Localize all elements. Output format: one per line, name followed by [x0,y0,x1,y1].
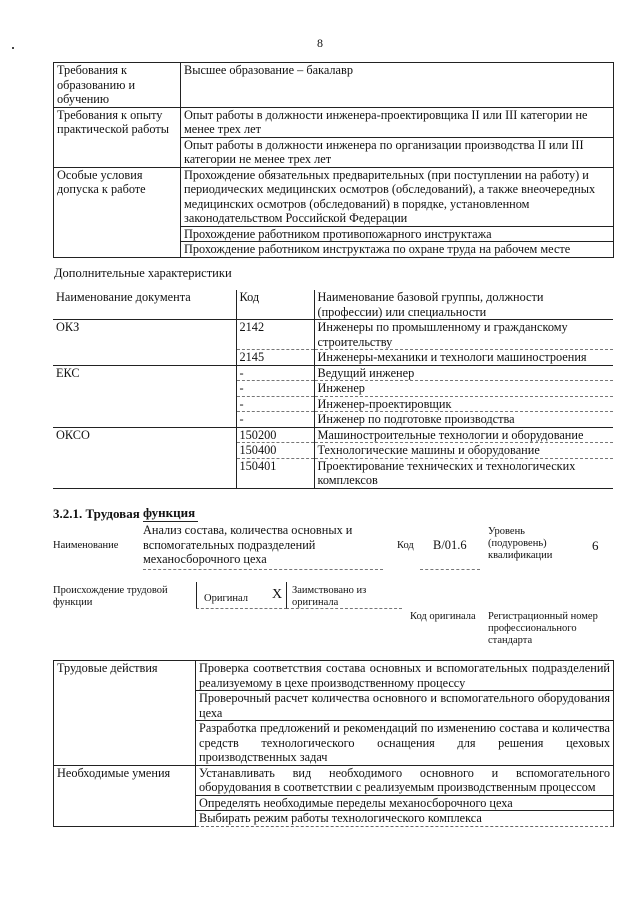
table-row [53,443,613,459]
code-cell: 150200 [236,427,314,443]
doc-cell [53,412,236,428]
doc-cell [53,458,236,488]
qualification-level-label: Уровень (подуровень) квалификации [488,526,553,561]
action-value: Проверка соответствия состава основных и вспомогательных подразделений реализуемому в цехе производственному процессу [196,661,614,691]
requirements-table [53,62,614,258]
registration-number-label: Регистрационный номер профессионального стандарта [488,611,598,646]
name-cell: Машиностроительные технологии и оборудование [314,427,613,443]
table-row [53,412,613,428]
qualification-level: 6 [592,538,599,553]
action-label: Трудовые действия [54,661,196,766]
code-cell: - [236,381,314,397]
table-row [53,427,613,443]
table-row [53,365,613,381]
original-label: Оригинал [204,593,248,604]
doc-cell: ОКЗ [53,320,236,350]
function-name: Анализ состава, количества основных и вспомогательных подразделений механосборочного цеха [143,523,353,566]
code-original-label: Код оригинала [410,611,476,622]
column-header: Наименование базовой группы, должности (профессии) или специальности [314,290,613,320]
table-row [54,167,614,226]
name-cell: Инженер по подготовке производства [314,412,613,428]
column-header: Наименование документа [53,290,236,320]
action-value: Определять необходимые переделы механосборочного цеха [196,795,614,811]
table-row [53,396,613,412]
scan-speck [12,47,14,49]
table-row [54,765,614,795]
code-cell: - [236,396,314,412]
table-row [54,63,614,108]
name-cell: Проектирование технических и технологических комплексов [314,458,613,488]
requirement-value: Высшее образование – бакалавр [181,63,614,108]
action-value: Устанавливать вид необходимого основного и вспомогательного оборудования в соответствии с реализуемым производственным процессом [196,765,614,795]
name-cell: Ведущий инженер [314,365,613,381]
page-number: 8 [317,36,323,50]
additional-characteristics-title: Дополнительные характеристики [54,266,232,280]
additional-characteristics-table [53,290,613,489]
name-cell: Инженеры-механики и технологи машиностроения [314,350,613,366]
requirement-label: Требования к опыту практической работы [54,107,181,167]
section-heading-prefix: 3.2.1. Трудовая [53,506,143,521]
requirement-value: Прохождение обязательных предварительных (при поступлении на работу) и периодических медицинских осмотров (обследований), а также внеочередных медицинских осмотров (обследований) в порядке, установленном законодательством Российской Федерации [181,167,614,226]
borrowed-label: Заимствовано из оригинала [292,585,367,608]
function-origin-label: Происхождение трудовой функции [53,585,168,608]
doc-cell [53,381,236,397]
requirement-value: Опыт работы в должности инженера-проектировщика II или III категории не менее трех лет [181,107,614,137]
table-row [53,458,613,488]
requirement-label: Особые условия допуска к работе [54,167,181,257]
labor-actions-table [53,660,614,827]
name-cell: Технологические машины и оборудование [314,443,613,459]
code-cell: - [236,412,314,428]
function-code: В/01.6 [433,538,467,552]
table-row [54,661,614,691]
doc-cell [53,396,236,412]
column-header: Код [236,290,314,320]
doc-cell: ЕКС [53,365,236,381]
action-value: Проверочный расчет количества основного и вспомогательного оборудования цеха [196,691,614,721]
code-cell: 2142 [236,320,314,350]
doc-cell [53,350,236,366]
code-cell: 150400 [236,443,314,459]
requirement-value: Прохождение работником противопожарного инструктажа [181,226,614,242]
code-cell: 150401 [236,458,314,488]
function-code-label: Код [397,540,414,551]
table-row [53,350,613,366]
doc-cell [53,443,236,459]
requirement-label: Требования к образованию и обучению [54,63,181,108]
section-heading-underlined: функция [143,505,198,522]
table-header-row [53,290,613,320]
requirement-value: Опыт работы в должности инженера по организации производства II или III категории не менее трех лет [181,137,614,167]
name-cell: Инженеры по промышленному и гражданскому строительству [314,320,613,350]
name-cell: Инженер [314,381,613,397]
doc-cell: ОКСО [53,427,236,443]
table-row [53,381,613,397]
name-cell: Инженер-проектировщик [314,396,613,412]
code-cell: - [236,365,314,381]
table-row [53,320,613,350]
code-cell: 2145 [236,350,314,366]
requirement-value: Прохождение работником инструктажа по охране труда на рабочем месте [181,242,614,258]
action-label: Необходимые умения [54,765,196,826]
section-heading [53,505,198,522]
action-value: Выбирать режим работы технологического комплекса [196,811,614,827]
table-row [54,107,614,137]
action-value: Разработка предложений и рекомендаций по изменению состава и количества средств технологического оснащения для решения цеховых производственных задач [196,721,614,766]
original-mark: Х [272,587,283,602]
function-name-label: Наименование [53,540,119,551]
